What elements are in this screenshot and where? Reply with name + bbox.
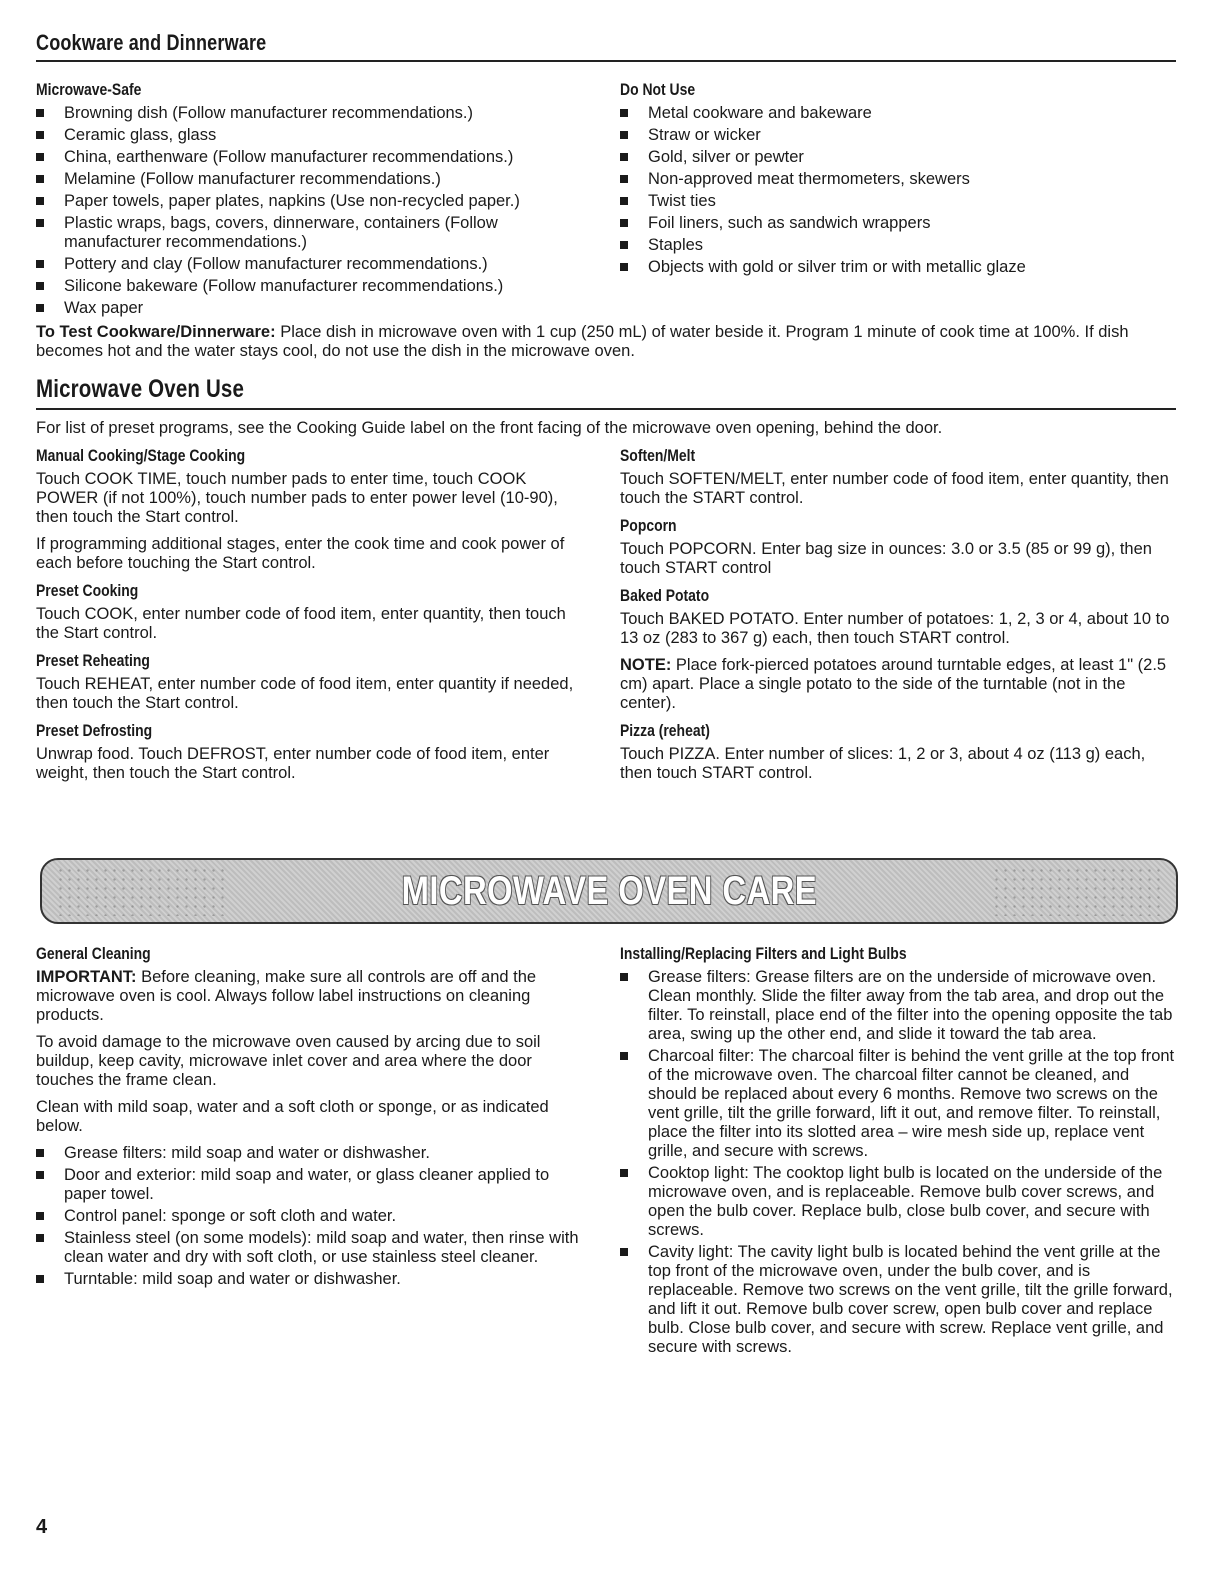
square-bullet-icon (36, 1149, 44, 1157)
baked-potato-text: Touch BAKED POTATO. Enter number of potatoes: 1, 2, 3 or 4, about 10 to 13 oz (283 to 367 g) each, then touch START control. (620, 610, 1170, 647)
preset-reheating-text: Touch REHEAT, enter number code of food item, enter quantity if needed, then touch the Start control. (36, 675, 574, 712)
preset-defrosting-heading: Preset Defrosting (36, 721, 153, 740)
cookware-title: Cookware and Dinnerware (36, 30, 267, 55)
banner-dot-pattern (56, 866, 226, 916)
square-bullet-icon (620, 153, 628, 161)
square-bullet-icon (36, 304, 44, 312)
list-item (620, 1164, 1176, 1240)
pizza-text: Touch PIZZA. Enter number of slices: 1, 2 or 3, about 4 oz (113 g) each, then touch START control. (620, 745, 1146, 782)
list-item-text: Door and exterior: mild soap and water, or glass cleaner applied to paper towel. (64, 1166, 550, 1203)
preset-cooking-heading: Preset Cooking (36, 581, 139, 600)
clean-with-paragraph: Clean with mild soap, water and a soft cloth or sponge, or as indicated below. (36, 1098, 549, 1135)
general-cleaning-column (36, 944, 592, 1360)
list-item-text: Stainless steel (on some models): mild soap and water, then rinse with clean water and dry with soft cloth, or use stainless steel cleaner. (64, 1229, 579, 1266)
list-item (36, 1207, 592, 1226)
filters-bulbs-column (620, 944, 1176, 1360)
list-item (36, 299, 592, 318)
manual-cooking-heading: Manual Cooking/Stage Cooking (36, 446, 246, 465)
test-cookware-text: Place dish in microwave oven with 1 cup (250 mL) of water beside it. Program 1 minute of cook time at 100%. If dish becomes hot and the water stays cool, do not use the dish in the microwave oven. (36, 323, 1129, 360)
note-lead: NOTE: (620, 656, 672, 674)
list-item-text: Metal cookware and bakeware (648, 104, 872, 122)
list-item-text: Plastic wraps, bags, covers, dinnerware, containers (Follow manufacturer recommendations.) (64, 214, 498, 251)
square-bullet-icon (36, 1275, 44, 1283)
list-item-text: Twist ties (648, 192, 716, 210)
list-item-text: Grease filters: Grease filters are on the underside of microwave oven. Clean monthly. Slide the filter away from the tab area, and drop out the filter. To reinstall, place end of the filter into the opening opposite the tab area, swing up the other end, and slide it toward the tab area. (648, 968, 1173, 1043)
list-item (620, 104, 1176, 123)
square-bullet-icon (36, 109, 44, 117)
list-item-text: Ceramic glass, glass (64, 126, 217, 144)
list-item-text: Turntable: mild soap and water or dishwasher. (64, 1270, 401, 1288)
square-bullet-icon (620, 219, 628, 227)
list-item (620, 192, 1176, 211)
list-item (36, 1270, 592, 1289)
pizza-heading: Pizza (reheat) (620, 721, 710, 740)
list-item (36, 104, 592, 123)
preset-cooking-text: Touch COOK, enter number code of food item, enter quantity, then touch the Start control. (36, 605, 566, 642)
list-item (620, 148, 1176, 167)
arcing-paragraph: To avoid damage to the microwave oven caused by arcing due to soil buildup, keep cavity, microwave inlet cover and area where the door touches the frame clean. (36, 1033, 541, 1089)
baked-potato-note (620, 656, 1176, 713)
list-item-text: Charcoal filter: The charcoal filter is behind the vent grille at the top front of the microwave oven. The charcoal filter cannot be cleaned, and should be replaced about every 6 months. Remove two screws on the vent grille, tilt the grille forward, lift it out, and remove filter. To reinstall, place the filter into its slotted area – wire mesh side up, replace vent grille, and secure with screws. (648, 1047, 1175, 1160)
square-bullet-icon (620, 197, 628, 205)
list-item (36, 277, 592, 296)
list-item (36, 255, 592, 274)
list-item-text: Melamine (Follow manufacturer recommendations.) (64, 170, 441, 188)
square-bullet-icon (36, 282, 44, 290)
list-item (36, 148, 592, 167)
page (36, 30, 1176, 791)
list-item-text: Cooktop light: The cooktop light bulb is located on the underside of the microwave oven, and is replaceable. Remove bulb cover screws, and open the bulb cover. Replace bulb, close bulb cover, and secure with screws. (648, 1164, 1163, 1239)
square-bullet-icon (620, 175, 628, 183)
page-number: 4 (36, 1516, 48, 1538)
list-item (620, 214, 1176, 233)
list-item (620, 1047, 1176, 1161)
note-text: Place fork-pierced potatoes around turntable edges, at least 1" (2.5 cm) apart. Place a single potato to the side of the turntable (not in the center). (620, 656, 1167, 712)
list-item-text: Foil liners, such as sandwich wrappers (648, 214, 931, 232)
oven-use-intro: For list of preset programs, see the Cooking Guide label on the front facing of the microwave oven opening, behind the door. (36, 419, 943, 437)
soften-melt-heading: Soften/Melt (620, 446, 696, 465)
list-item (36, 126, 592, 145)
care-banner-title: MICROWAVE OVEN CARE (401, 868, 817, 913)
general-cleaning-list (36, 1144, 592, 1289)
manual-cooking-text: Touch COOK TIME, touch number pads to enter time, touch COOK POWER (if not 100%), touch number pads to enter power level (10-90), then touch the Start control. (36, 470, 558, 526)
square-bullet-icon (36, 197, 44, 205)
banner-dot-pattern (992, 866, 1162, 916)
list-item-text: Non-approved meat thermometers, skewers (648, 170, 970, 188)
important-text: Before cleaning, make sure all controls are off and the microwave oven is cool. Always follow label instructions on cleaning products. (36, 968, 537, 1024)
popcorn-heading: Popcorn (620, 516, 677, 535)
important-lead: IMPORTANT: (36, 968, 137, 986)
list-item (36, 192, 592, 211)
important-paragraph (36, 968, 592, 1025)
square-bullet-icon (36, 131, 44, 139)
preset-defrosting-text: Unwrap food. Touch DEFROST, enter number code of food item, enter weight, then touch the Start control. (36, 745, 550, 782)
square-bullet-icon (620, 109, 628, 117)
preset-reheating-heading: Preset Reheating (36, 651, 150, 670)
do-not-use-list (620, 104, 1176, 277)
microwave-safe-list (36, 104, 592, 318)
do-not-use-heading: Do Not Use (620, 80, 696, 99)
list-item (620, 126, 1176, 145)
square-bullet-icon (620, 973, 628, 981)
list-item (620, 258, 1176, 277)
soften-melt-text: Touch SOFTEN/MELT, enter number code of food item, enter quantity, then touch the START control. (620, 470, 1169, 507)
oven-use-columns (36, 446, 1176, 791)
square-bullet-icon (36, 1171, 44, 1179)
square-bullet-icon (36, 219, 44, 227)
square-bullet-icon (620, 241, 628, 249)
care-banner (40, 858, 1178, 924)
square-bullet-icon (620, 1248, 628, 1256)
list-item-text: Straw or wicker (648, 126, 761, 144)
oven-use-right-column (620, 446, 1176, 791)
popcorn-text: Touch POPCORN. Enter bag size in ounces: 3.0 or 3.5 (85 or 99 g), then touch START control (620, 540, 1152, 577)
list-item (36, 1166, 592, 1204)
square-bullet-icon (36, 260, 44, 268)
list-item-text: Pottery and clay (Follow manufacturer recommendations.) (64, 255, 488, 273)
square-bullet-icon (620, 1052, 628, 1060)
list-item-text: Silicone bakeware (Follow manufacturer recommendations.) (64, 277, 504, 295)
square-bullet-icon (36, 175, 44, 183)
list-item-text: Cavity light: The cavity light bulb is located behind the vent grille at the top front of the microwave oven, under the bulb cover, and is replaceable. Remove two screws on the vent grille, tilt the grille forward, and lift it out. Remove bulb cover screw, open bulb cover and replace bulb. Close bulb cover, and secure with screw. Replace vent grille, and secure with screws. (648, 1243, 1173, 1356)
oven-use-left-column (36, 446, 592, 791)
list-item-text: Wax paper (64, 299, 144, 317)
care-columns (36, 944, 1176, 1360)
list-item (620, 236, 1176, 255)
filters-bulbs-heading: Installing/Replacing Filters and Light Bulbs (620, 944, 907, 963)
title-rule (36, 408, 1176, 410)
list-item-text: China, earthenware (Follow manufacturer recommendations.) (64, 148, 514, 166)
square-bullet-icon (620, 1169, 628, 1177)
test-cookware-paragraph (36, 323, 1176, 361)
do-not-use-column (620, 80, 1176, 321)
filters-bulbs-list (620, 968, 1176, 1357)
title-rule (36, 60, 1176, 62)
list-item-text: Gold, silver or pewter (648, 148, 804, 166)
list-item (36, 214, 592, 252)
oven-use-title: Microwave Oven Use (36, 375, 245, 403)
manual-cooking-stages-text: If programming additional stages, enter the cook time and cook power of each before touching the Start control. (36, 535, 565, 572)
list-item (36, 1229, 592, 1267)
microwave-safe-heading: Microwave-Safe (36, 80, 142, 99)
square-bullet-icon (36, 153, 44, 161)
cookware-columns (36, 80, 1176, 321)
test-cookware-lead: To Test Cookware/Dinnerware: (36, 323, 276, 341)
list-item (36, 1144, 592, 1163)
square-bullet-icon (620, 131, 628, 139)
list-item (36, 170, 592, 189)
list-item-text: Browning dish (Follow manufacturer recommendations.) (64, 104, 474, 122)
list-item-text: Grease filters: mild soap and water or dishwasher. (64, 1144, 430, 1162)
list-item-text: Objects with gold or silver trim or with metallic glaze (648, 258, 1026, 276)
list-item-text: Staples (648, 236, 704, 254)
list-item (620, 170, 1176, 189)
baked-potato-heading: Baked Potato (620, 586, 710, 605)
list-item-text: Control panel: sponge or soft cloth and water. (64, 1207, 397, 1225)
general-cleaning-heading: General Cleaning (36, 944, 151, 963)
list-item (620, 968, 1176, 1044)
microwave-safe-column (36, 80, 592, 321)
square-bullet-icon (36, 1212, 44, 1220)
square-bullet-icon (36, 1234, 44, 1242)
list-item (620, 1243, 1176, 1357)
square-bullet-icon (620, 263, 628, 271)
list-item-text: Paper towels, paper plates, napkins (Use non-recycled paper.) (64, 192, 520, 210)
